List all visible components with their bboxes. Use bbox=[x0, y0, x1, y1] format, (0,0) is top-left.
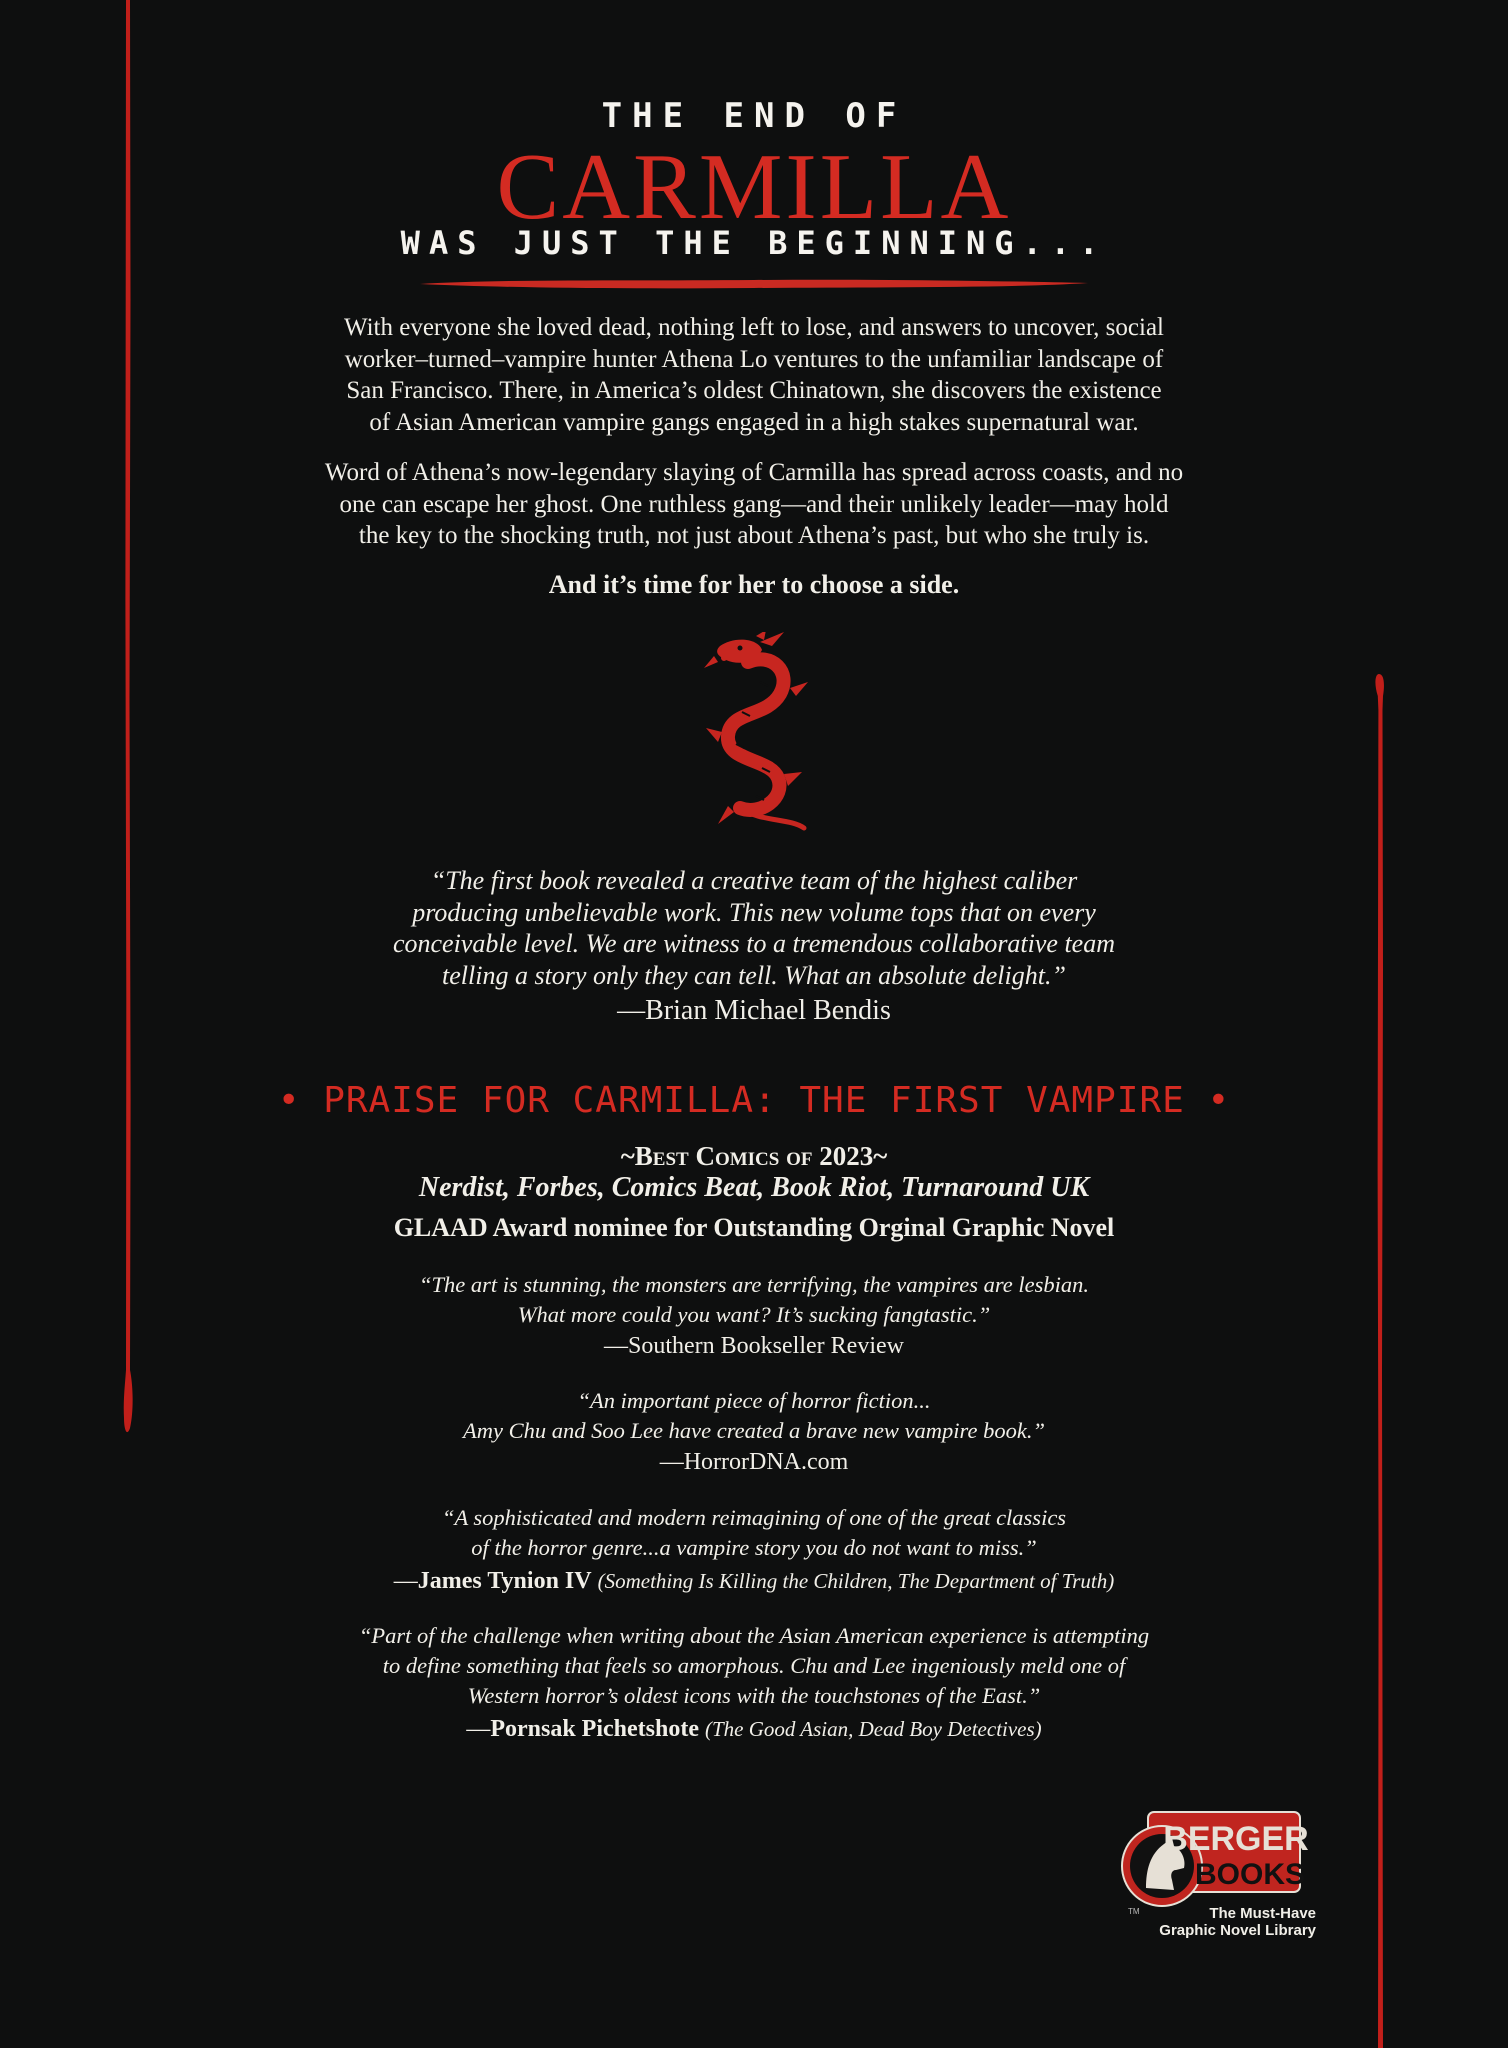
synopsis-line: of Asian American vampire gangs engaged in a high stakes supernatural war. bbox=[369, 408, 1139, 436]
synopsis-line: San Francisco. There, in America’s oldest Chinatown, she discovers the existence bbox=[346, 377, 1162, 404]
horrordna-attribution: —HorrorDNA.com bbox=[659, 1449, 849, 1475]
logo-name-1: BERGER bbox=[1163, 1820, 1309, 1858]
attr-name: Pornsak Pichetshote bbox=[490, 1716, 699, 1742]
quote-line: Amy Chu and Soo Lee have created a brave new vampire book.” bbox=[463, 1418, 1045, 1443]
horrordna-quote bbox=[0, 1386, 1508, 1446]
attr-dash: — bbox=[393, 1568, 418, 1594]
praise-heading: • PRAISE FOR CARMILLA: THE FIRST VAMPIRE • bbox=[277, 1080, 1231, 1121]
attr-works: (The Good Asian, Dead Boy Detectives) bbox=[704, 1717, 1042, 1741]
pichetshote-quote bbox=[0, 1621, 1508, 1711]
quote-line: “The first book revealed a creative team of the highest caliber bbox=[430, 866, 1078, 895]
glaad-line: GLAAD Award nominee for Outstanding Orginal Graphic Novel bbox=[393, 1213, 1115, 1242]
red-dragon-icon bbox=[700, 632, 810, 832]
tynion-quote bbox=[0, 1503, 1508, 1563]
attr-dash: — bbox=[466, 1716, 491, 1742]
quote-line: of the horror genre...a vampire story you do not want to miss.” bbox=[471, 1535, 1037, 1560]
attr-works: (Something Is Killing the Children, The Department of Truth) bbox=[597, 1569, 1115, 1593]
logo-name-2: BOOKS bbox=[1194, 1858, 1306, 1891]
southern-quote bbox=[0, 1270, 1508, 1330]
synopsis-tagline: And it’s time for her to choose a side. bbox=[548, 570, 960, 599]
berger-books-logo bbox=[1120, 1810, 1330, 1940]
synopsis-paragraph-1 bbox=[0, 312, 1508, 438]
quote-line: “The art is stunning, the monsters are terrifying, the vampires are lesbian. bbox=[419, 1272, 1089, 1297]
southern-attribution: —Southern Bookseller Review bbox=[604, 1333, 904, 1359]
quote-line: “An important piece of horror fiction... bbox=[577, 1388, 931, 1413]
synopsis-line: Word of Athena’s now-legendary slaying of Carmilla has spread across coasts, and no bbox=[324, 459, 1184, 486]
logo-tagline-1: The Must-Have bbox=[1209, 1905, 1316, 1922]
synopsis-line: worker–turned–vampire hunter Athena Lo ventures to the unfamiliar landscape of bbox=[344, 345, 1164, 373]
synopsis-line: one can escape her ghost. One ruthless gang—and their unlikely leader—may hold bbox=[339, 490, 1169, 518]
best-comics-line: ~Best Comics of 2023~ bbox=[620, 1141, 888, 1171]
tynion-attribution bbox=[0, 1568, 1508, 1595]
quote-line: to define something that feels so amorphous. Chu and Lee ingeniously meld one of bbox=[382, 1653, 1126, 1678]
quote-line: telling a story only they can tell. What an absolute delight.” bbox=[442, 960, 1066, 990]
synopsis-paragraph-2 bbox=[0, 457, 1508, 552]
quote-line: “A sophisticated and modern reimagining of one of the great classics bbox=[441, 1505, 1067, 1530]
quote-line: producing unbelievable work. This new volume tops that on every bbox=[412, 897, 1096, 927]
logo-tagline-2: Graphic Novel Library bbox=[1159, 1922, 1316, 1939]
quote-line: “Part of the challenge when writing about the Asian American experience is attempting bbox=[358, 1623, 1150, 1648]
headline-title: CARMILLA bbox=[496, 135, 1012, 239]
headline-underline bbox=[420, 278, 1088, 290]
synopsis-line: the key to the shocking truth, not just about Athena’s past, but who she truly is. bbox=[358, 522, 1150, 549]
pichetshote-attribution bbox=[0, 1716, 1508, 1743]
attr-name: James Tynion IV bbox=[417, 1568, 592, 1594]
synopsis-line: With everyone she loved dead, nothing left to lose, and answers to uncover, social bbox=[344, 314, 1164, 341]
bendis-quote bbox=[0, 865, 1508, 991]
quote-line: conceivable level. We are witness to a tremendous collaborative team bbox=[392, 929, 1116, 958]
outlets-line: Nerdist, Forbes, Comics Beat, Book Riot, Turnaround UK bbox=[418, 1172, 1090, 1203]
quote-line: Western horror’s oldest icons with the touchstones of the East.” bbox=[467, 1683, 1041, 1708]
quote-line: What more could you want? It’s sucking fangtastic.” bbox=[517, 1302, 991, 1327]
headline-bottom: WAS JUST THE BEGINNING... bbox=[400, 224, 1108, 262]
headline-top: THE END OF bbox=[601, 96, 907, 136]
bendis-attribution: —Brian Michael Bendis bbox=[617, 995, 891, 1026]
logo-tm: TM bbox=[1128, 1907, 1140, 1916]
